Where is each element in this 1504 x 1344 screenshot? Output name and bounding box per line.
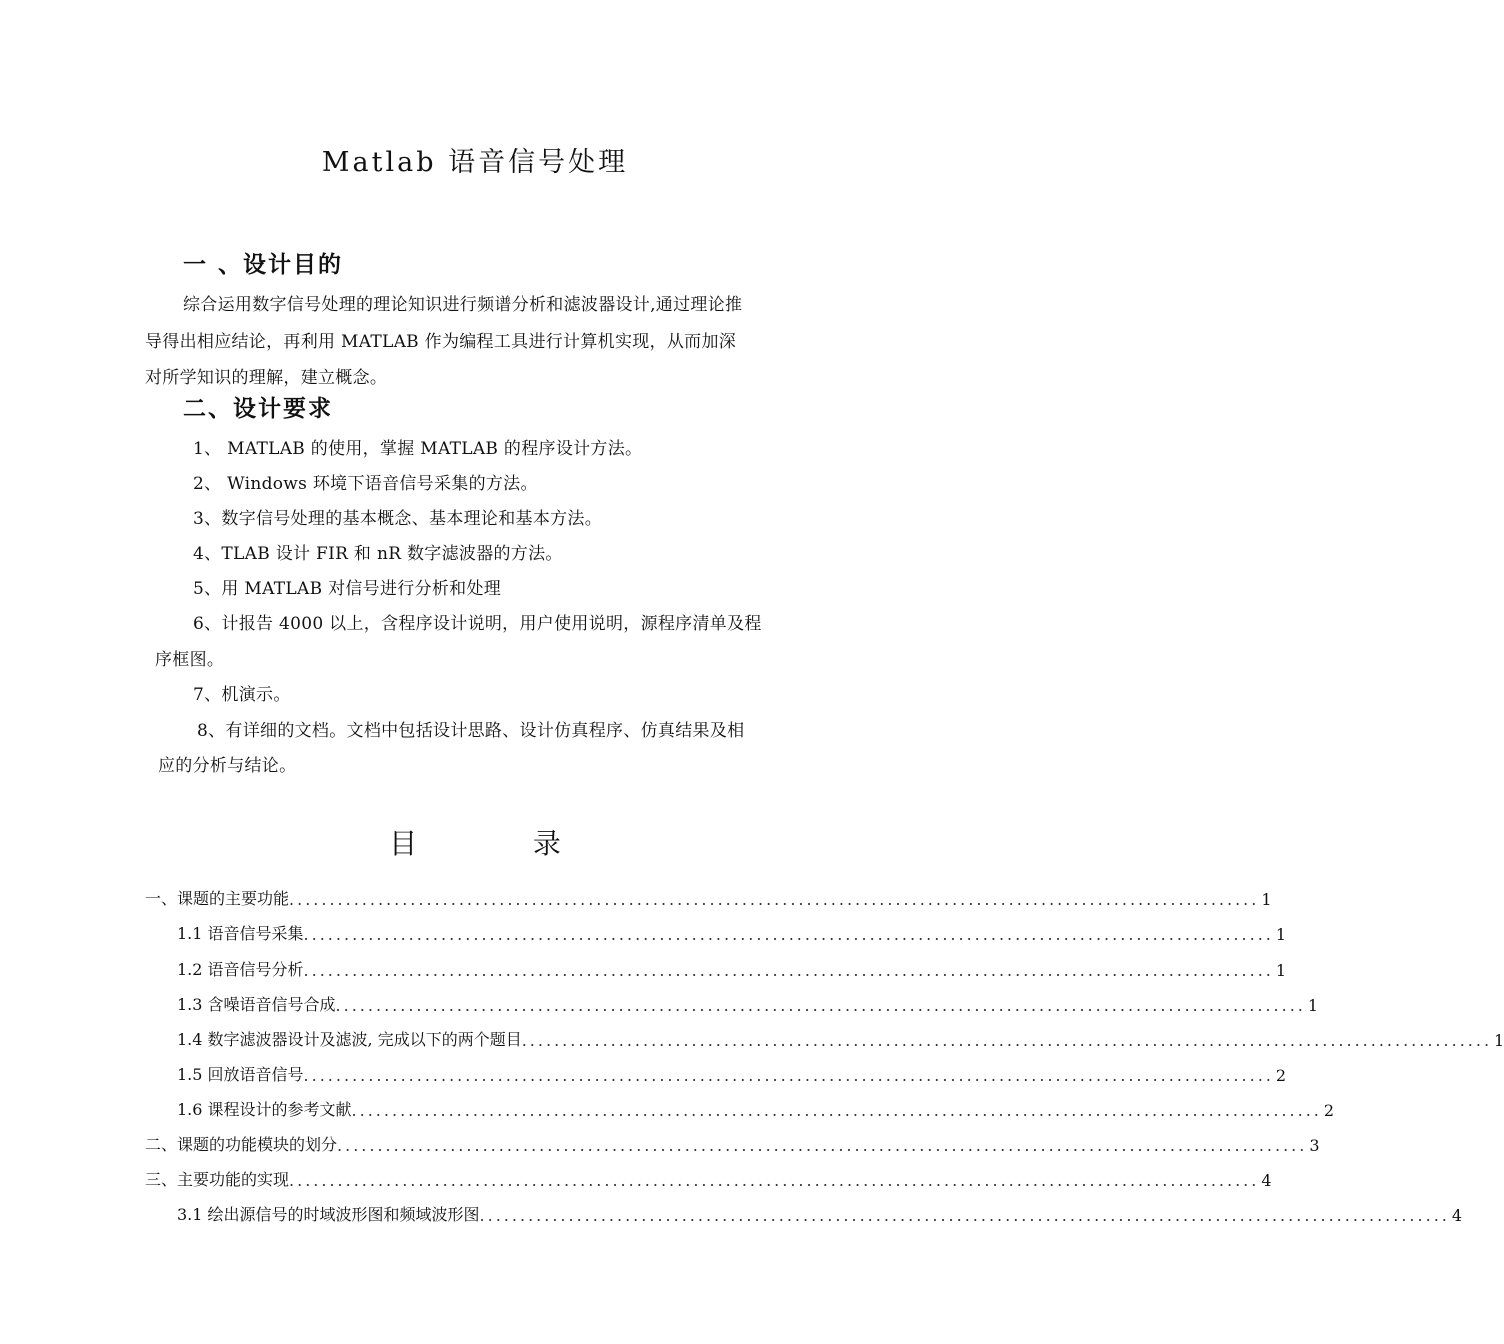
requirement-item-6: 6、计报告 4000 以上，含程序设计说明，用户使用说明，源程序清单及程 <box>193 614 762 634</box>
requirement-item-5: 5、用 MATLAB 对信号进行分析和处理 <box>193 579 502 599</box>
toc-entry-page: 1 <box>1494 1031 1504 1050</box>
toc-leader-dots: ........................................................................................................................ <box>303 961 1274 980</box>
toc-entry[interactable] <box>177 1026 1504 1050</box>
toc-leader-dots: ........................................................................................................................ <box>335 996 1306 1015</box>
purpose-line-1: 综合运用数字信号处理的理论知识进行频谱分析和滤波器设计,通过理论推 <box>183 295 743 315</box>
toc-entry-text: 二、课题的功能模块的划分 <box>145 1135 338 1154</box>
toc-entry-text: 3.1 绘出源信号的时域波形图和频域波形图 <box>177 1205 480 1224</box>
toc-entry-text: 1.2 语音信号分析 <box>177 960 304 979</box>
toc-entry[interactable] <box>177 920 1287 944</box>
requirement-item-4: 4、TLAB 设计 FIR 和 nR 数字滤波器的方法。 <box>193 544 563 564</box>
requirement-item-2: 2、 Windows 环境下语音信号采集的方法。 <box>193 474 538 494</box>
purpose-line-3: 对所学知识的理解，建立概念。 <box>145 368 388 388</box>
toc-entry-page: 1 <box>1275 925 1287 944</box>
toc-entry-page: 1 <box>1307 996 1319 1015</box>
toc-leader-dots: ........................................................................................................................ <box>289 1171 1260 1190</box>
toc-entry-page: 4 <box>1261 1171 1272 1190</box>
toc-leader-dots: ........................................................................................................................ <box>351 1101 1322 1120</box>
requirement-item-8-cont: 应的分析与结论。 <box>158 756 297 776</box>
toc-entry-text: 三、主要功能的实现 <box>145 1170 290 1189</box>
toc-entry-text: 一、课题的主要功能 <box>145 889 290 908</box>
toc-entry-text: 1.6 课程设计的参考文献 <box>177 1100 352 1119</box>
toc-entry-page: 4 <box>1451 1206 1463 1225</box>
toc-entry[interactable] <box>145 885 1272 909</box>
toc-entry-page: 2 <box>1323 1101 1335 1120</box>
toc-entry-page: 1 <box>1261 890 1272 909</box>
toc-entry[interactable] <box>177 956 1287 980</box>
toc-title-left: 目 <box>389 827 418 860</box>
toc-leader-dots: ........................................................................................................................ <box>303 925 1274 944</box>
toc-entry[interactable] <box>177 1201 1463 1225</box>
requirement-item-7: 7、机演示。 <box>193 685 291 705</box>
purpose-line-2: 导得出相应结论，再利用 MATLAB 作为编程工具进行计算机实现，从而加深 <box>145 332 737 352</box>
toc-entry-page: 2 <box>1275 1066 1287 1085</box>
toc-entry[interactable] <box>177 1061 1287 1085</box>
toc-leader-dots: ........................................................................................................................ <box>289 890 1260 909</box>
toc-leader-dots: ........................................................................................................................ <box>479 1206 1450 1225</box>
toc-entry-text: 1.3 含噪语音信号合成 <box>177 995 336 1014</box>
requirement-item-6-cont: 序框图。 <box>155 650 225 670</box>
section-heading-design-purpose: 一 、设计目的 <box>183 252 344 278</box>
toc-leader-dots: ........................................................................................................................ <box>303 1066 1274 1085</box>
toc-leader-dots: ........................................................................................................................ <box>337 1136 1308 1155</box>
document-title: Matlab 语音信号处理 <box>321 147 629 178</box>
toc-entry-page: 1 <box>1275 961 1287 980</box>
toc-entry[interactable] <box>177 1096 1335 1120</box>
section-heading-design-requirements: 二、设计要求 <box>183 396 333 422</box>
toc-entry-page: 3 <box>1309 1136 1320 1155</box>
toc-entry[interactable] <box>177 991 1319 1015</box>
toc-title <box>0 822 950 862</box>
toc-entry-text: 1.4 数字滤波器设计及滤波, 完成以下的两个题目 <box>177 1030 522 1049</box>
toc-entry-text: 1.5 回放语音信号 <box>177 1065 304 1084</box>
requirement-item-3: 3、数字信号处理的基本概念、基本理论和基本方法。 <box>193 509 603 529</box>
toc-entry[interactable] <box>145 1131 1320 1155</box>
toc-title-right: 录 <box>532 827 561 860</box>
requirement-item-1: 1、 MATLAB 的使用，掌握 MATLAB 的程序设计方法。 <box>193 439 643 459</box>
toc-entry[interactable] <box>145 1166 1272 1190</box>
toc-leader-dots: ........................................................................................................................ <box>521 1031 1493 1050</box>
requirement-item-8: 8、有详细的文档。文档中包括设计思路、设计仿真程序、仿真结果及相 <box>197 721 745 741</box>
toc-entry-text: 1.1 语音信号采集 <box>177 924 304 943</box>
